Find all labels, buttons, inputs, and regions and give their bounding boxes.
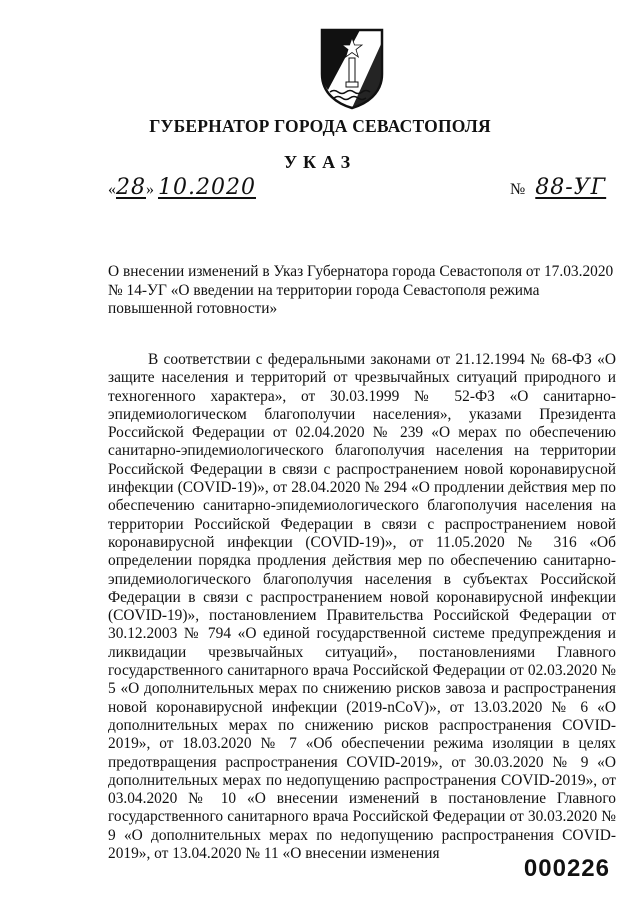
- number-prefix: №: [510, 181, 526, 198]
- date-day: 28: [116, 175, 146, 200]
- preamble-paragraph: В соответствии с федеральными законами от 21.12.1994 № 68-ФЗ «О защите населения и территорий от чрезвычайных ситуаций природного и техногенного характера», от 30.03.1999 № 52-ФЗ «О санитарно-эпидемиологическом благополучии населения», указами Президента Российской Федерации от 02.04.2020 № 239 «О мерах по обеспечению санитарно-эпидемиологического благополучия населения на территории Российской Федерации в связи с распространением новой коронавирусной инфекции (COVID-19)», от 28.04.2020 № 294 «О продлении действия мер по обеспечению санитарно-эпидемиологического благополучия населения на территории Российской Федерации в связи с распространением новой коронавирусной инфекции (COVID-19)», от 11.05.2020 № 316 «Об определении порядка продления действия мер по обеспечению санитарно-эпидемиологического благополучия населения в субъектах Российской Федерации в связи с распространением новой коронавирусной инфекции (COVID-19)», постановлением Правительства Российской Федерации от 30.12.2003 № 794 «О единой государственной системе предупреждения и ликвидации чрезвычайных ситуаций», постановлениями Главного государственного санитарного врача Российской Федерации от 02.03.2020 № 5 «О дополнительных мерах по снижению рисков завоза и распространения новой коронавирусной инфекции (2019-nCoV)», от 13.03.2020 № 6 «О дополнительных мерах по снижению рисков распространения COVID-2019», от 18.03.2020 № 7 «Об обеспечении режима изоляции в целях предотвращения распространения COVID-2019», от 30.03.2020 № 9 «О дополнительных мерах по недопущению распространения COVID-2019», от 03.04.2020 № 10 «О внесении изменений в постановление Главного государственного санитарного врача Российской Федерации от 30.03.2020 № 9 «О дополнительных мерах по недопущению распространения COVID-2019», от 13.04.2020 № 11 «О внесении изменения: [108, 351, 616, 863]
- date-open-quote: «: [108, 181, 116, 198]
- coat-of-arms-icon: [320, 28, 384, 110]
- date-month-year: 10.2020: [158, 175, 256, 200]
- document-date: [108, 175, 256, 200]
- form-serial-number: 000226: [523, 855, 610, 882]
- number-value: 88-УГ: [535, 175, 607, 200]
- document-number: [510, 175, 606, 200]
- document-type: УКАЗ: [283, 152, 357, 172]
- date-close-quote: »: [146, 181, 154, 198]
- document-subject: О внесении изменений в Указ Губернатора города Севастополя от 17.03.2020 № 14-УГ «О введении на территории города Севастополя режима повышенной готовности»: [108, 263, 614, 317]
- issuing-authority: ГУБЕРНАТОР ГОРОДА СЕВАСТОПОЛЯ: [149, 116, 491, 136]
